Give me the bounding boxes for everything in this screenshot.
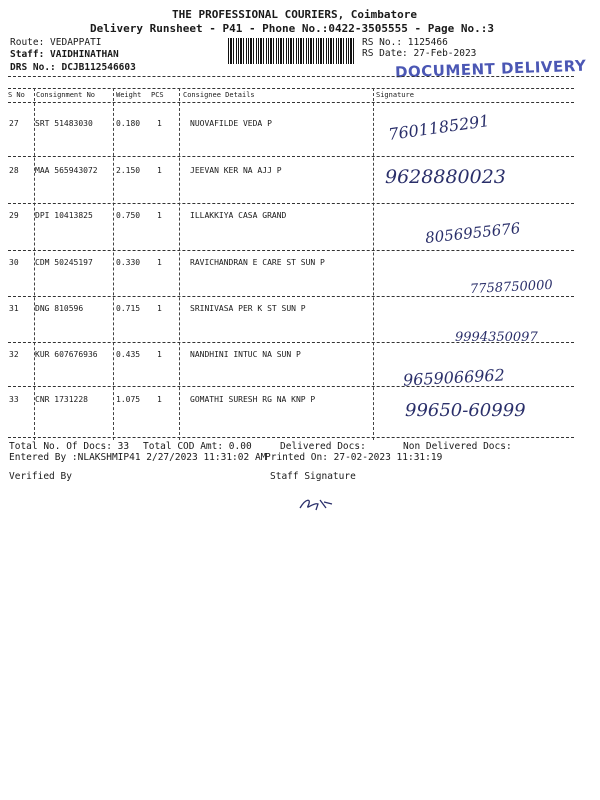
row-weight: 2.150: [116, 166, 141, 175]
document-delivery-stamp: DOCUMENT DELIVERY: [394, 56, 587, 82]
row-pcs: 1: [157, 350, 162, 359]
row-consignment: KUR 607676936: [35, 350, 98, 359]
row-divider: [8, 203, 574, 204]
handwritten-signature: 8056955676: [424, 219, 522, 247]
row-weight: 0.750: [116, 211, 141, 220]
row-divider: [8, 250, 574, 251]
handwritten-signature: 9659066962: [402, 365, 506, 390]
row-sno: 29: [9, 211, 19, 220]
rule-top: [8, 76, 574, 77]
row-sno: 32: [9, 350, 19, 359]
row-sno: 28: [9, 166, 19, 175]
row-weight: 0.330: [116, 258, 141, 267]
row-pcs: 1: [157, 211, 162, 220]
col-header-sno: S No: [8, 91, 25, 99]
row-consignee: NUOVAFILDE VEDA P: [190, 119, 272, 128]
row-consignment: CNR 1731228: [35, 395, 88, 404]
col-header-pcs: PCS: [151, 91, 164, 99]
handwritten-signature: 9994350097: [455, 330, 538, 345]
company-title: THE PROFESSIONAL COURIERS, Coimbatore: [172, 8, 418, 21]
staff-signature-scribble: [296, 494, 340, 516]
verified-by: Verified By: [9, 471, 72, 482]
col-header-signature: Signature: [376, 91, 414, 99]
col-divider: [113, 88, 114, 440]
row-pcs: 1: [157, 304, 162, 313]
row-sno: 33: [9, 395, 19, 404]
col-divider: [179, 88, 180, 440]
row-weight: 1.075: [116, 395, 141, 404]
handwritten-signature: 7601185291: [387, 111, 491, 144]
row-consignment: DPI 10413825: [35, 211, 93, 220]
rule-header-bottom: [8, 102, 574, 103]
rs-date: RS Date: 27-Feb-2023: [362, 48, 477, 59]
handwritten-signature: 99650-60999: [405, 400, 526, 421]
delivered-docs: Delivered Docs:: [280, 441, 366, 452]
row-divider: [8, 342, 574, 343]
row-consignee: NANDHINI INTUC NA SUN P: [190, 350, 301, 359]
row-sno: 30: [9, 258, 19, 267]
total-docs: Total No. Of Docs: 33: [9, 441, 130, 452]
handwritten-signature: 9628880023: [385, 166, 506, 188]
row-consignee: SRINIVASA PER K ST SUN P: [190, 304, 306, 313]
drs-number: DRS No.: DCJB112546603: [10, 62, 136, 73]
runsheet-title: Delivery Runsheet - P41 - Phone No.:0422-3505555 - Page No.:3: [90, 22, 494, 35]
route-label: Route: VEDAPPATI: [10, 37, 102, 48]
rs-number: RS No.: 1125466: [362, 37, 448, 48]
row-consignee: RAVICHANDRAN E CARE ST SUN P: [190, 258, 325, 267]
row-consignee: GOMATHI SURESH RG NA KNP P: [190, 395, 316, 404]
handwritten-signature: 7758750000: [469, 277, 554, 298]
row-consignee: ILLAKKIYA CASA GRAND: [190, 211, 287, 220]
row-sno: 31: [9, 304, 19, 313]
row-consignment: DNG 810596: [35, 304, 84, 313]
row-divider: [8, 386, 574, 387]
row-sno: 27: [9, 119, 19, 128]
entered-by: Entered By :NLAKSHMIP41 2/27/2023 11:31:02 AM: [9, 452, 267, 463]
rule-header-top: [8, 88, 574, 89]
row-weight: 0.435: [116, 350, 141, 359]
row-consignment: MAA 565943072: [35, 166, 98, 175]
col-header-consignee: Consignee Details: [183, 91, 255, 99]
row-pcs: 1: [157, 119, 162, 128]
row-weight: 0.715: [116, 304, 141, 313]
row-pcs: 1: [157, 395, 162, 404]
non-delivered-docs: Non Delivered Docs:: [403, 441, 512, 452]
total-cod: Total COD Amt: 0.00: [143, 441, 252, 452]
row-consignment: SRT 51483030: [35, 119, 93, 128]
col-divider: [373, 88, 374, 440]
row-pcs: 1: [157, 166, 162, 175]
row-divider: [8, 156, 574, 157]
printed-on: Printed On: 27-02-2023 11:31:19: [265, 452, 443, 463]
rule-table-bottom: [8, 437, 574, 438]
row-consignment: CDM 50245197: [35, 258, 93, 267]
staff-signature-label: Staff Signature: [270, 471, 356, 482]
row-divider: [8, 296, 574, 297]
barcode: [228, 38, 355, 64]
row-weight: 0.180: [116, 119, 141, 128]
col-header-weight: Weight: [116, 91, 142, 99]
staff-label: Staff: VAIDHINATHAN: [10, 49, 119, 60]
row-pcs: 1: [157, 258, 162, 267]
col-header-consignment: Consignment No: [36, 91, 96, 99]
row-consignee: JEEVAN KER NA AJJ P: [190, 166, 282, 175]
